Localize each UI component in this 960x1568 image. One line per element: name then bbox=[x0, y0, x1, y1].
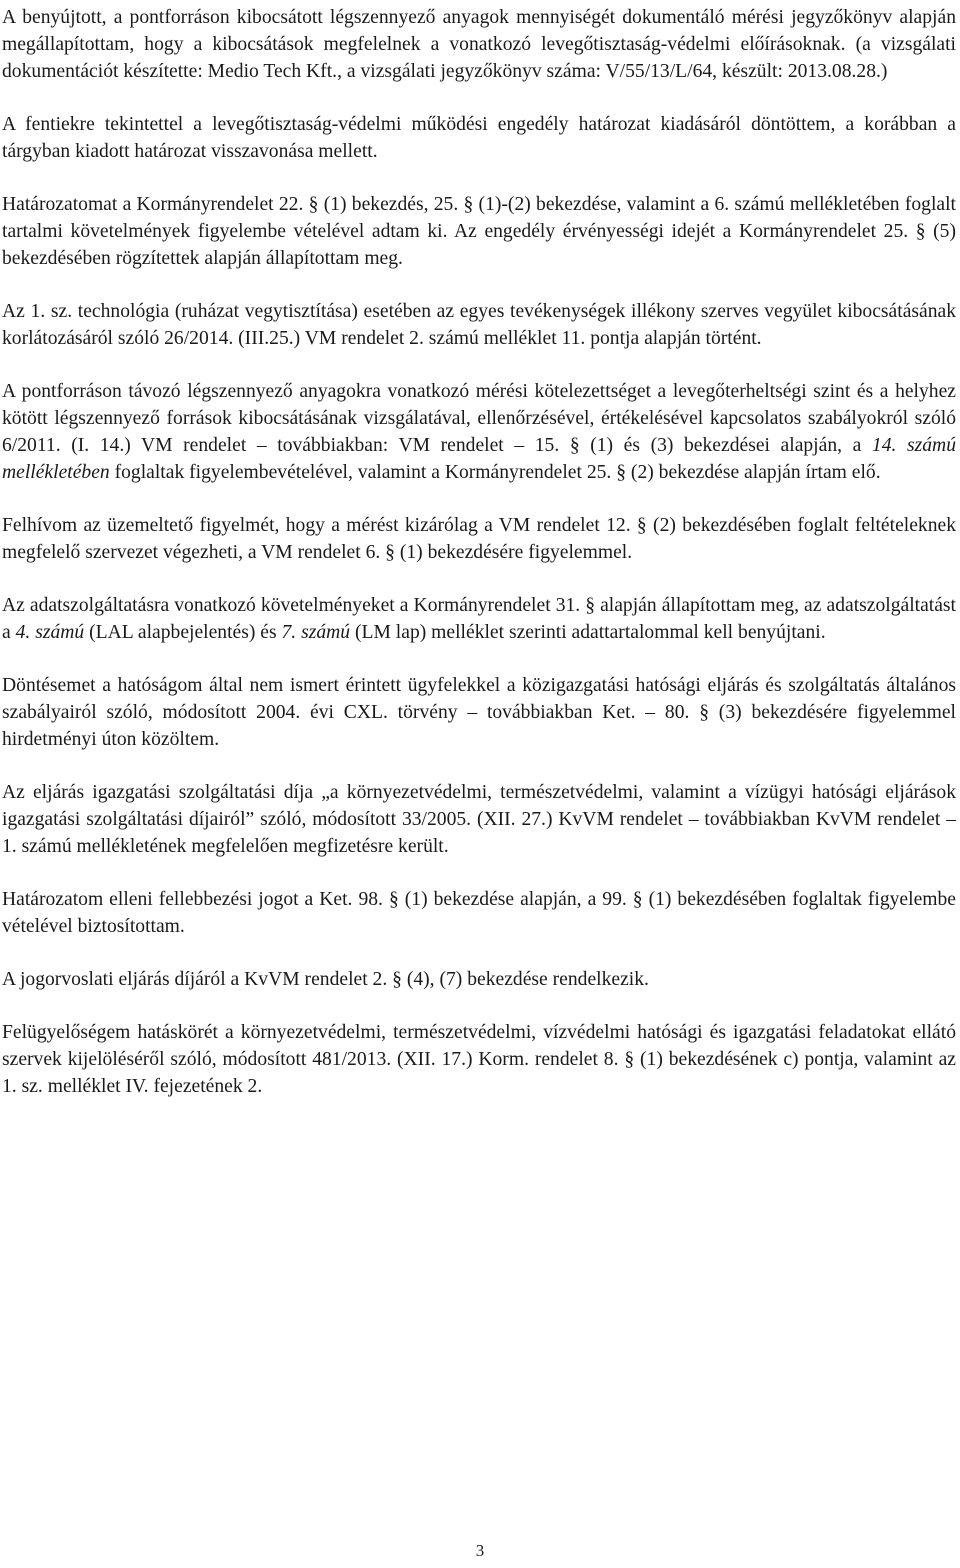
paragraph-12 bbox=[2, 1019, 956, 1100]
text-run: Az 1. sz. technológia (ruházat vegytisztítása) esetében az egyes tevékenységek illékony szerves vegyület kibocsátásának korlátozásáról szóló 26/2014. (III.25.) VM rendelet 2. számú melléklet 11. pontja alapján történt. bbox=[2, 301, 956, 349]
paragraph-10 bbox=[2, 886, 956, 940]
paragraph-5 bbox=[2, 378, 956, 486]
italic-text-run: 4. számú bbox=[15, 622, 85, 643]
text-run: Döntésemet a hatóságom által nem ismert érintett ügyfelekkel a közigazgatási hatósági eljárás és szolgáltatás általános szabályairól szóló, módosított 2004. évi CXL. törvény – továbbiakban Ket. – 80. § (3) bekezdésére figyelemmel hirdetményi úton közöltem. bbox=[2, 675, 956, 750]
text-run: (LAL alapbejelentés) és bbox=[84, 622, 282, 643]
paragraph-11 bbox=[2, 966, 956, 993]
paragraph-2 bbox=[2, 111, 956, 165]
paragraph-1 bbox=[2, 4, 956, 85]
paragraph-3 bbox=[2, 191, 956, 272]
italic-text-run: 7. számú bbox=[281, 622, 351, 643]
text-run: A fentiekre tekintettel a levegőtisztaság-védelmi működési engedély határozat kiadásáról döntöttem, a korábban a tárgyban kiadott határozat visszavonása mellett. bbox=[2, 114, 956, 162]
text-run: Az eljárás igazgatási szolgáltatási díja „a környezetvédelmi, természetvédelmi, valamint a vízügyi hatósági eljárások igazgatási szolgáltatási díjairól” szóló, módosított 33/2005. (XII. 27.) KvVM rendelet – továbbiakban KvVM rendelet – 1. számú mellékletének megfelelően megfizetésre került. bbox=[2, 782, 956, 857]
text-run: Határozatom elleni fellebbezési jogot a Ket. 98. § (1) bekezdése alapján, a 99. § (1) bekezdésében foglaltak figyelembe vételével biztosítottam. bbox=[2, 889, 956, 937]
text-run: Felhívom az üzemeltető figyelmét, hogy a mérést kizárólag a VM rendelet 12. § (2) bekezdésében foglalt feltételeknek megfelelő szervezet végezheti, a VM rendelet 6. § (1) bekezdésére figyelemmel. bbox=[2, 515, 956, 563]
paragraph-4 bbox=[2, 298, 956, 352]
text-run: A pontforráson távozó légszennyező anyagokra vonatkozó mérési kötelezettséget a levegőterheltségi szint és a helyhez kötött légszennyező források kibocsátásának vizsgálatával, ellenőrzésével, értékelésével kapcsolatos szabályokról szóló 6/2011. (I. 14.) VM rendelet – továbbiakban: VM rendelet – 15. § (1) és (3) bekezdései alapján, a bbox=[2, 381, 956, 456]
paragraph-8 bbox=[2, 672, 956, 753]
text-run: Az adatszolgáltatásra vonatkozó követelményeket a Kormányrendelet 31. § alapján állapítottam meg, az adatszolgáltatást a bbox=[2, 595, 956, 643]
document-body bbox=[2, 4, 956, 1100]
text-run: A benyújtott, a pontforráson kibocsátott légszennyező anyagok mennyiségét dokumentáló mérési jegyzőkönyv alapján megállapítottam, hogy a kibocsátások megfelelnek a vonatkozó levegőtisztaság-védelmi előírásoknak. (a vizsgálati dokumentációt készítette: Medio Tech Kft., a vizsgálati jegyzőkönyv száma: V/55/13/L/64, készült: 2013.08.28.) bbox=[2, 7, 956, 82]
paragraph-9 bbox=[2, 779, 956, 860]
page-number: 3 bbox=[475, 1541, 485, 1560]
italic-text-run: 14. számú mellékletében bbox=[2, 435, 957, 483]
text-run: Határozatomat a Kormányrendelet 22. § (1) bekezdés, 25. § (1)-(2) bekezdése, valamint a 6. számú mellékletében foglalt tartalmi követelmények figyelembe vételével adtam ki. Az engedély érvényességi idejét a Kormányrendelet 25. § (5) bekezdésében rögzítettek alapján állapítottam meg. bbox=[2, 194, 956, 269]
text-run: A jogorvoslati eljárás díjáról a KvVM rendelet 2. § (4), (7) bekezdése rendelkezik. bbox=[2, 969, 649, 990]
text-run: (LM lap) melléklet szerinti adattartalommal kell benyújtani. bbox=[350, 622, 826, 643]
text-run: foglaltak figyelembevételével, valamint a Kormányrendelet 25. § (2) bekezdése alapján írtam elő. bbox=[109, 462, 881, 483]
paragraph-6 bbox=[2, 512, 956, 566]
paragraph-7 bbox=[2, 592, 956, 646]
text-run: Felügyelőségem hatáskörét a környezetvédelmi, természetvédelmi, vízvédelmi hatósági és igazgatási feladatokat ellátó szervek kijelöléséről szóló, módosított 481/2013. (XII. 17.) Korm. rendelet 8. § (1) bekezdésének c) pontja, valamint az 1. sz. melléklet IV. fejezetének 2. bbox=[2, 1022, 956, 1097]
